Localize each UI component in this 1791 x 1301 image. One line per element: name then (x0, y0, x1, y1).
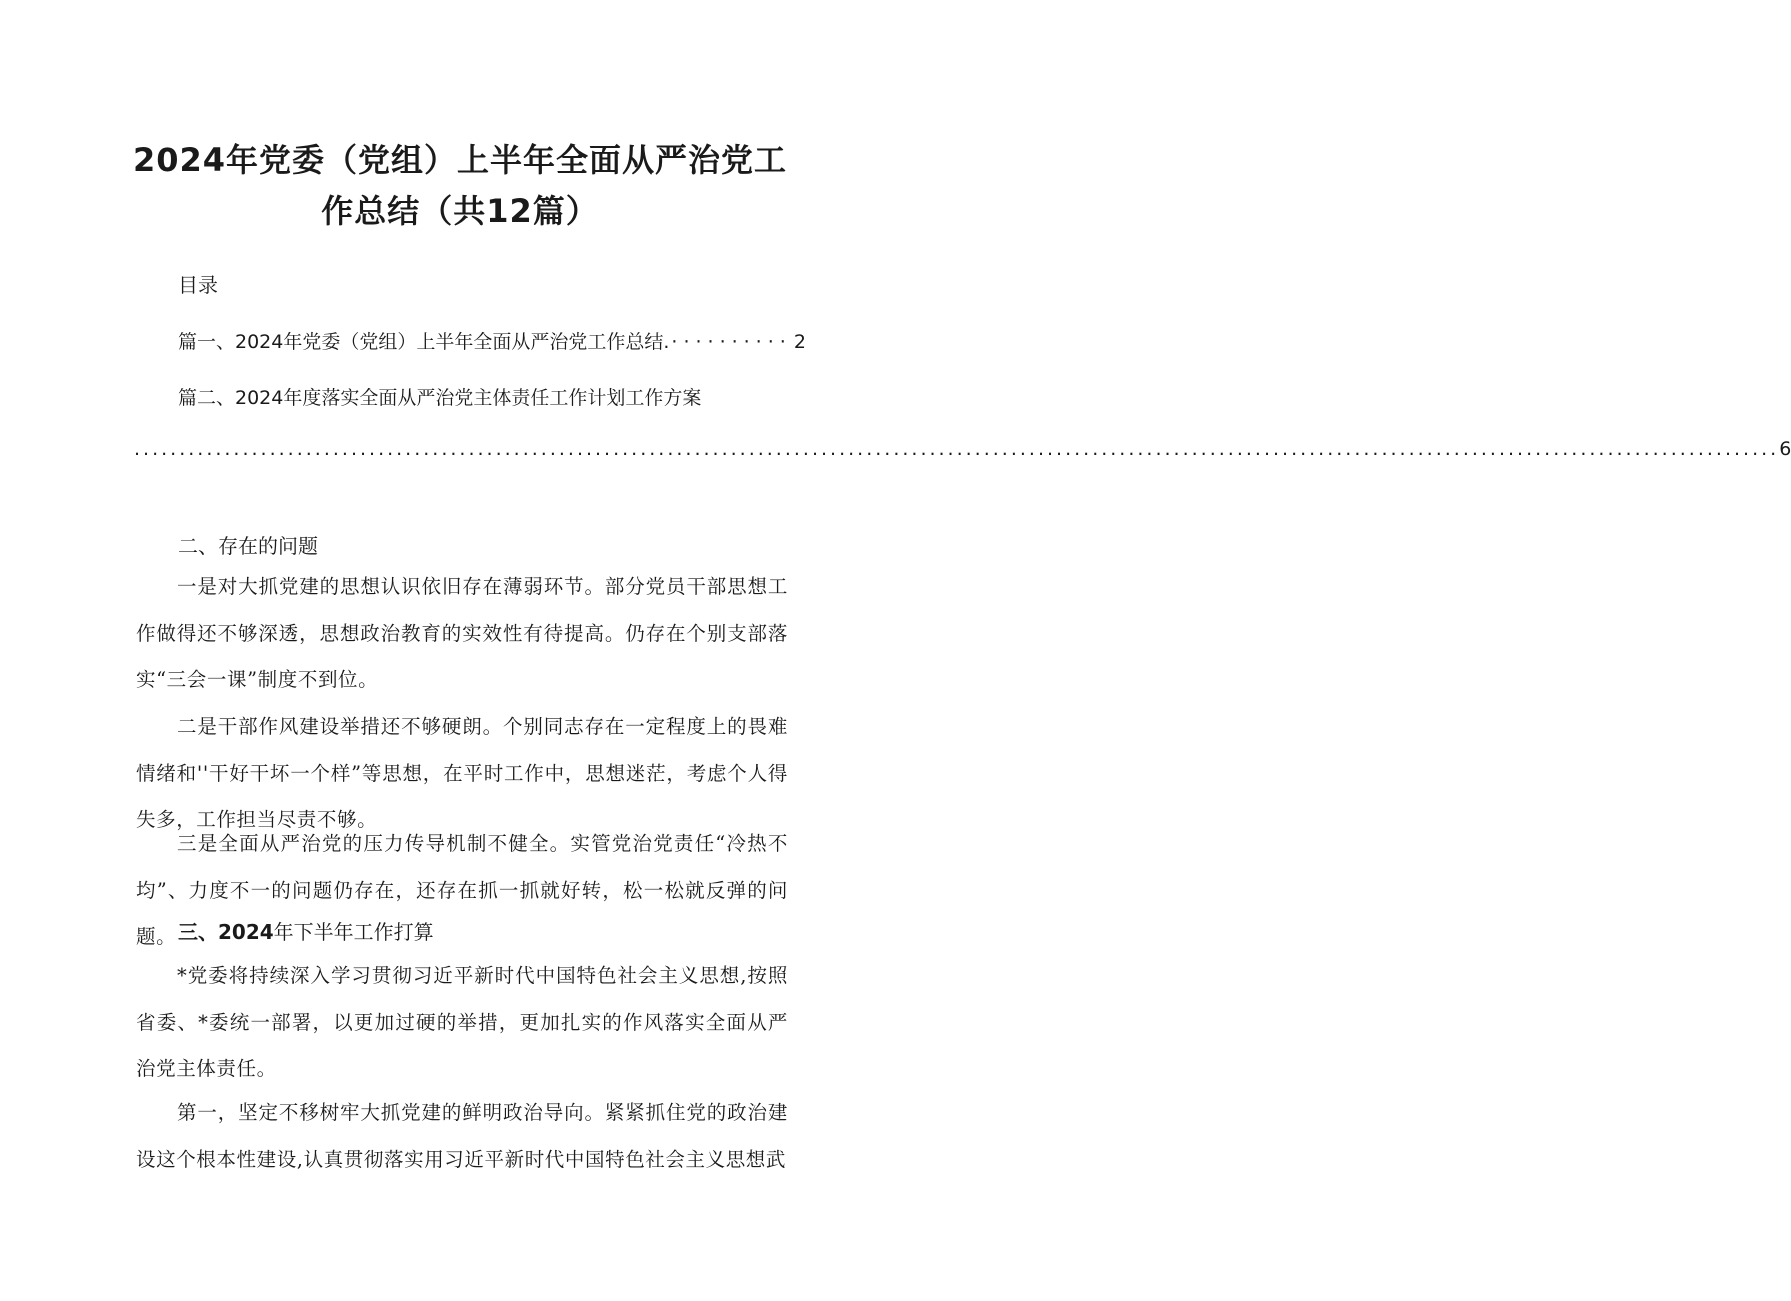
toc-leader-dots: ·········· (671, 331, 792, 353)
paragraph: 三是全面从严治党的压力传导机制不健全。实管党治党责任“冷热不均”、力度不一的问题仍存在，还存在抓一抓就好转，松一松就反弹的问题。 (136, 832, 788, 948)
toc-entry-1[interactable] (178, 327, 806, 357)
toc-entry-2[interactable] (178, 383, 776, 413)
section-heading-plan (178, 917, 434, 947)
section-heading-number: 三、2024 (178, 920, 274, 944)
toc-heading: 目录 (178, 273, 218, 297)
toc-entry-page: 2 (793, 331, 806, 353)
paragraph: 一是对大抓党建的思想认识依旧存在薄弱环节。部分党员干部思想工作做得还不够深透，思想政治教育的实效性有待提高。仍存在个别支部落实“三会一课”制度不到位。 (136, 575, 788, 691)
paragraph: 第一，坚定不移树牢大抓党建的鲜明政治导向。紧紧抓住党的政治建设这个根本性建设,认真贯彻落实用习近平新时代中国特色社会主义思想武 (136, 1101, 788, 1171)
paragraph: 二是干部作风建设举措还不够硬朗。个别同志存在一定程度上的畏难情绪和''干好干坏一个样”等思想，在平时工作中，思想迷茫，考虑个人得失多，工作担当尽责不够。 (136, 715, 788, 831)
toc-leader-dots: ...................................................................................................................................................................................... (134, 438, 1780, 460)
section-heading-text: 年下半年工作打算 (273, 920, 434, 944)
toc-entry-page: 6 (1779, 438, 1791, 460)
document-title-line-1: 2024年党委（党组）上半年全面从严治党工 (132, 141, 788, 179)
paragraph: *党委将持续深入学习贯彻习近平新时代中国特色社会主义思想,按照省委、*委统一部署，以更加过硬的举措，更加扎实的作风落实全面从严治党主体责任。 (136, 964, 788, 1080)
toc-entry-2-leader[interactable] (134, 434, 1791, 464)
document-title-line-2: 作总结（共12篇） (321, 192, 599, 230)
toc-entry-label: 篇一、2024年党委（党组）上半年全面从严治党工作总结. (178, 331, 670, 353)
section-heading-problems: 二、存在的问题 (178, 534, 318, 558)
toc-entry-label: 篇二、2024年度落实全面从严治党主体责任工作计划工作方案 (178, 387, 702, 409)
